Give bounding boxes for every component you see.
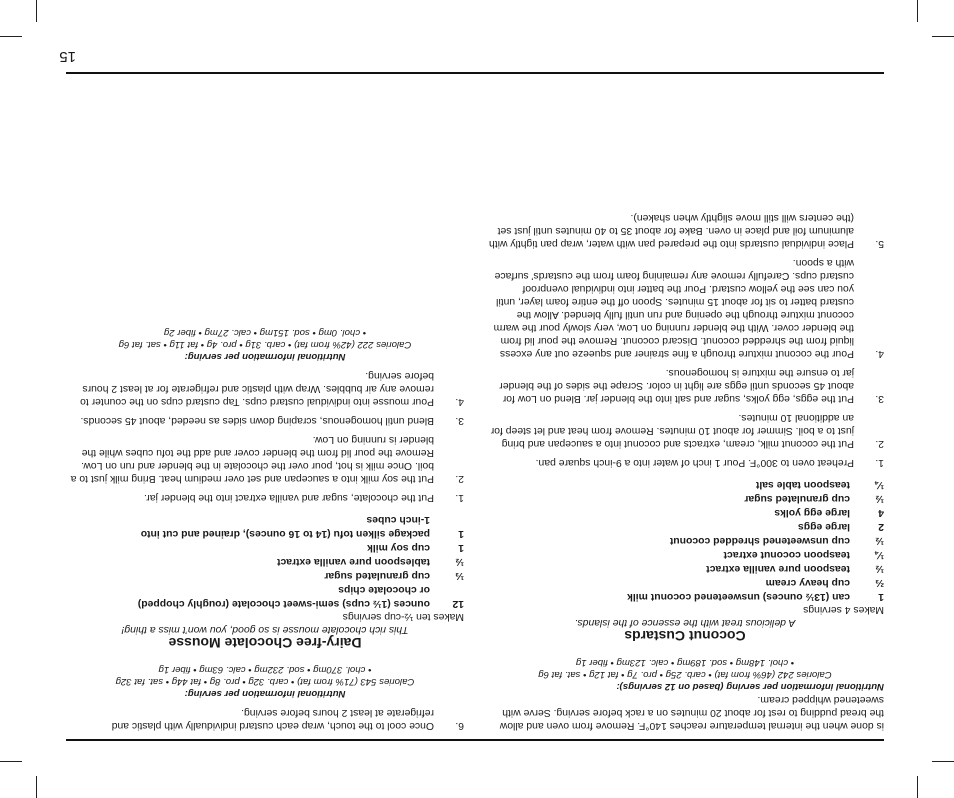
recipe-intro: A delicious treat with the essence of the islands. bbox=[574, 617, 796, 628]
ingredient-row bbox=[486, 477, 884, 491]
crop-mark bbox=[36, 0, 37, 22]
step-list bbox=[66, 369, 464, 504]
servings: Makes ten ½-cup servings bbox=[342, 611, 464, 622]
ingredient-qty: 2 bbox=[878, 521, 884, 532]
crop-mark bbox=[932, 761, 954, 762]
nutrition-line: Calories 242 (46% from fat) • carb. 25g • pro. 7g • fat 12g • sat. fat 6g bbox=[538, 669, 832, 680]
ingredient-qty: ½ bbox=[455, 556, 464, 567]
nutrition-line: Calories 222 (42% from fat) • carb. 31g • pro. 4g • fat 11g • sat. fat 6g bbox=[118, 339, 412, 350]
step bbox=[486, 366, 884, 405]
step-text: Place individual custards into the prepared pan with water, wrap pan tightly with aluminum foil and place in oven. Bake for about 35 to 40 minutes until just set (the centers will still move slightly when shaken). bbox=[488, 212, 854, 249]
servings: Makes 4 servings bbox=[803, 604, 884, 615]
nutrition-line: Calories 543 (71% from fat) • carb. 32g • pro. 8g • fat 44g • sat. fat 32g bbox=[115, 676, 415, 687]
right-column bbox=[66, 326, 464, 732]
crop-mark bbox=[917, 776, 918, 798]
crop-mark bbox=[917, 0, 918, 22]
ingredient-row bbox=[486, 589, 884, 603]
recipe-title: Dairy-free Chocolate Mousse bbox=[168, 635, 362, 651]
ingredient-qty: ½ bbox=[875, 535, 884, 546]
ingredient-text: large egg yolks bbox=[774, 507, 850, 518]
ingredient-qty: 1 bbox=[458, 528, 464, 539]
ingredient-qty: 1 bbox=[458, 542, 464, 553]
left-column bbox=[486, 205, 884, 732]
ingredient-text: cup unsweetened shredded coconut bbox=[669, 535, 850, 546]
ingredient-text: cup granulated sugar bbox=[324, 570, 430, 581]
step bbox=[486, 256, 884, 360]
bottom-rule bbox=[66, 72, 884, 74]
crop-mark bbox=[0, 761, 22, 762]
ingredient-qty: ½ bbox=[875, 563, 884, 574]
step-number: 4. bbox=[455, 396, 464, 407]
step-text: Put the eggs, egg yolks, sugar and salt into the blender jar. Blend on Low for about 45 seconds until eggs are light in color. Scrape the sides of the blender jar to ensure the mixture is homogenous. bbox=[499, 367, 854, 404]
ingredient-row bbox=[66, 512, 464, 526]
ingredient-qty bbox=[430, 512, 464, 526]
step-number: 1. bbox=[455, 492, 464, 503]
crop-mark bbox=[932, 36, 954, 37]
ingredient-text: teaspoon coconut extract bbox=[723, 549, 850, 560]
step bbox=[486, 456, 884, 469]
nutrition-line: • chol. 370mg • sod. 232mg • calc. 63mg • fiber 1g bbox=[158, 664, 372, 675]
step-number: 2. bbox=[875, 438, 884, 449]
ingredient-list bbox=[66, 512, 464, 610]
step bbox=[66, 369, 464, 408]
ingredient-row bbox=[66, 568, 464, 582]
ingredient-row bbox=[486, 547, 884, 561]
top-rule bbox=[66, 739, 884, 741]
ingredient-row bbox=[66, 554, 464, 568]
ingredient-qty: ¼ bbox=[875, 479, 884, 490]
recipe-intro: This rich chocolate mousse is so good, you won’t miss a thing! bbox=[121, 624, 409, 635]
ingredient-row bbox=[486, 519, 884, 533]
ingredient-qty: ⅓ bbox=[455, 570, 464, 581]
ingredient-qty: ⅔ bbox=[875, 577, 884, 588]
ingredient-text: ounces (1½ cups) semi-sweet chocolate (roughly chopped) bbox=[137, 598, 430, 609]
ingredient-text: 1-inch cubes bbox=[366, 514, 430, 525]
ingredient-text: cup granulated sugar bbox=[744, 493, 850, 504]
nutrition-line: • chol. 0mg • sod. 151mg • calc. 27mg • fiber 2g bbox=[163, 327, 367, 338]
nutrition-line: • chol. 148mg • sod. 189mg • calc. 123mg • fiber 1g bbox=[575, 657, 795, 668]
step-number: 1. bbox=[875, 457, 884, 468]
step-number: 6. bbox=[455, 720, 464, 731]
ingredient-text: teaspoon pure vanilla extract bbox=[706, 563, 850, 574]
ingredient-text: cup heavy cream bbox=[765, 577, 850, 588]
step bbox=[66, 433, 464, 485]
step-text: Once cool to the touch, wrap each custard individually with plastic and refrigerate at least 2 hours before serving. bbox=[111, 707, 434, 731]
ingredient-row bbox=[486, 533, 884, 547]
step-number: 3. bbox=[875, 393, 884, 404]
ingredient-row bbox=[66, 582, 464, 596]
ingredient-qty bbox=[430, 582, 464, 596]
step-list bbox=[486, 211, 884, 469]
nutrition-heading: Nutritional information per serving (based on 12 servings): bbox=[616, 681, 884, 692]
ingredient-row bbox=[486, 505, 884, 519]
step-text: Put the soy milk into a saucepan and set over medium heat. Bring milk just to a boil. Once milk is hot, pour over the chocolate in the blender and run on Low. Remove the pour lid from the blender cover and add the tofu cubes while the blender is running on Low. bbox=[70, 434, 434, 484]
step-text: Preheat oven to 300°F. Pour 1 inch of water into a 9-inch square pan. bbox=[535, 457, 854, 468]
recipe-title: Coconut Custards bbox=[624, 628, 746, 644]
ingredient-qty: ¼ bbox=[875, 549, 884, 560]
step bbox=[66, 491, 464, 504]
step-number: 2. bbox=[455, 473, 464, 484]
step bbox=[486, 411, 884, 450]
ingredient-list bbox=[486, 477, 884, 603]
ingredient-qty: 12 bbox=[452, 598, 464, 609]
nutrition-heading: Nutritional information per serving: bbox=[184, 351, 346, 362]
step-text: Blend until homogenous, scraping down sides as needed, about 45 seconds. bbox=[80, 415, 434, 426]
ingredient-row bbox=[486, 491, 884, 505]
ingredient-text: can (13½ ounces) unsweetened coconut milk bbox=[627, 591, 850, 602]
nutrition-heading: Nutritional information per serving: bbox=[184, 688, 346, 699]
step-text: Put the chocolate, sugar and vanilla extract into the blender jar. bbox=[144, 492, 434, 503]
step bbox=[486, 211, 884, 250]
ingredient-text: large eggs bbox=[798, 521, 850, 532]
ingredient-text: teaspoon table salt bbox=[755, 479, 850, 490]
ingredient-qty: 4 bbox=[878, 507, 884, 518]
ingredient-row bbox=[486, 575, 884, 589]
ingredient-row bbox=[66, 540, 464, 554]
ingredient-row bbox=[66, 526, 464, 540]
step-text: Pour mousse into individual custard cups. Tap custard cups on the counter to remove any air bubbles. Wrap with plastic and refrigerate for at least 2 hours before serving. bbox=[80, 370, 434, 407]
ingredient-text: tablespoon pure vanilla extract bbox=[276, 556, 430, 567]
continued-text: is done when the internal temperature reaches 140°F. Remove from oven and allow the bread pudding to rest for about 20 minutes on a rack before serving. Serve with sweetened whipped cream. bbox=[499, 694, 884, 731]
ingredient-text: cup soy milk bbox=[367, 542, 430, 553]
step bbox=[66, 414, 464, 427]
step bbox=[66, 706, 464, 732]
step-number: 4. bbox=[875, 348, 884, 359]
crop-mark bbox=[0, 36, 22, 37]
ingredient-text: or chocolate chips bbox=[338, 584, 430, 595]
page-number: 15 bbox=[59, 48, 76, 65]
crop-mark bbox=[36, 776, 37, 798]
ingredient-qty: 1 bbox=[878, 591, 884, 602]
step-number: 5. bbox=[875, 238, 884, 249]
step-number: 3. bbox=[455, 415, 464, 426]
ingredient-text: package silken tofu (14 to 16 ounces), drained and cut into bbox=[140, 528, 430, 539]
ingredient-qty: ½ bbox=[875, 493, 884, 504]
ingredient-row bbox=[66, 596, 464, 610]
ingredient-row bbox=[486, 561, 884, 575]
step-text: Put the coconut milk, cream, extracts and coconut into a saucepan and bring just to a boil. Simmer for about 10 minutes. Remove from heat and let steep for an additional 10 minutes. bbox=[490, 412, 854, 449]
step-text: Pour the coconut mixture through a fine strainer and squeeze out any excess liquid from the shredded coconut. Discard coconut. Remove the pour lid from the blender cover. With the blender running on Low, very slowly pour the warm coconut mixture through the opening and run until fully blended. Allow the custard batter to sit for about 15 minutes. Spoon off the entire foam layer, until you can see the yellow custard. Pour the batter into individual ovenproof custard cups. Carefully remove any remaining foam from the custards’ surface with a spoon. bbox=[493, 257, 854, 359]
